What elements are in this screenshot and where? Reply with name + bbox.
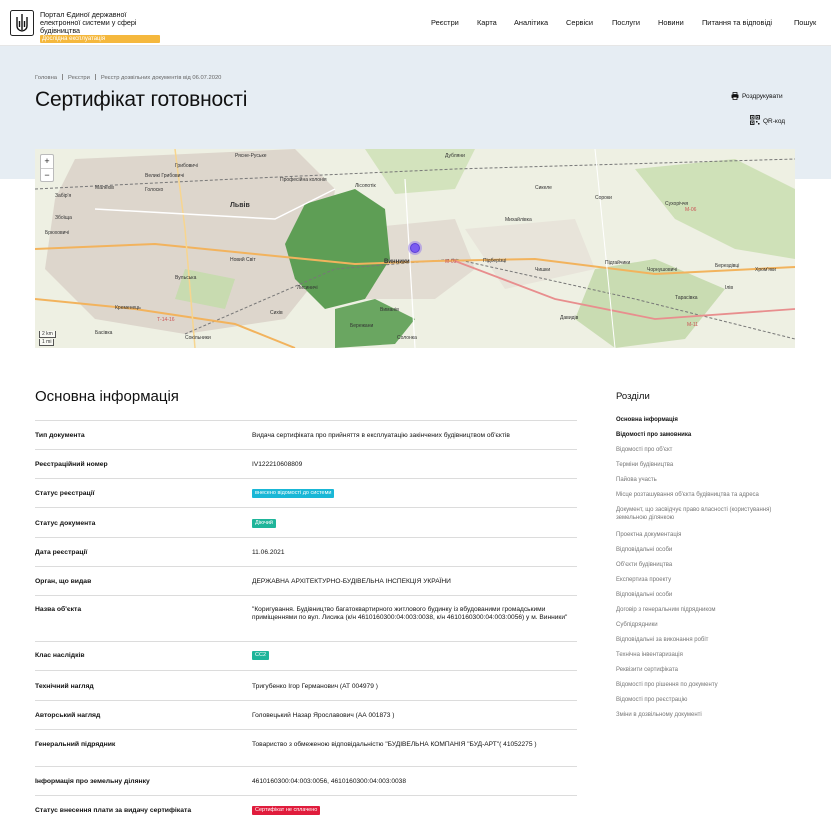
map-label: Лісопотік [355,183,376,189]
row-label: Статус реєстрації [35,490,95,497]
map-label: Голоско [145,187,164,193]
divider [35,670,577,671]
row-value: "Коригування. Будівництво багатоквартирного житлового будинку із вбудованими громадськими приміщеннями по вул. Лисика (к/н 4610160300:04:003:0038, к/н 4610160300:04:003:0056) у м. Винники" [252,606,568,621]
sidebar-item[interactable]: Субпідрядники [616,622,658,628]
map-label: Ілів [725,285,734,291]
map-label: Професійна колонія [280,177,327,183]
map-label: Берездівці [715,263,740,269]
row-value: IV122210608809 [252,461,303,468]
payment-status-badge: Сертифікат не сплачено [252,806,320,815]
qr-label: QR-код [763,118,786,125]
sidebar-item[interactable]: Пайова участь [616,477,657,483]
location-map[interactable] [35,149,795,348]
sidebar-item[interactable]: Відповідальні за виконання робіт [616,637,709,643]
site-header [0,0,831,46]
map-label: Кременець [115,305,141,311]
map-label: Чишки [535,267,551,273]
sidebar-item[interactable]: Відомості про реєстрацію [616,697,688,703]
map-label: Вульська [175,275,197,281]
row-value: 11.06.2021 [252,549,285,556]
map-label: Сихів [270,310,283,316]
map-label: Басівка [95,330,113,336]
beta-badge: Дослідна експлуатація [40,35,160,43]
sidebar-item[interactable]: Відповідальні особи [616,592,673,598]
registration-status-badge: внесено відомості до системи [252,489,334,498]
print-button[interactable] [731,92,783,100]
divider [35,566,577,567]
sidebar-item[interactable]: Документ, що засвідчує право власності (користування) земельною ділянкою [616,507,772,521]
row-label: Інформація про земельну ділянку [35,778,150,785]
breadcrumb-separator [62,74,63,80]
sidebar-item[interactable]: Об'єкти будівництва [616,562,673,568]
map-label: Підгайчики [605,260,631,266]
map-zoom-control [40,154,54,182]
map-label: Підберізці [483,258,507,264]
row-label: Генеральний підрядник [35,741,116,748]
sidebar-item[interactable]: Відомості про замовника [616,432,692,438]
map-label: Сухоріччя [665,201,689,207]
map-label: Сикеле [535,185,552,191]
map-label: Малехів [95,185,114,191]
map-label: Брюховичі [45,230,70,236]
sidebar-item[interactable]: Основна інформація [616,417,678,423]
nav-item-search[interactable]: Пошук [794,18,817,27]
map-label: Дубляни [445,153,465,159]
nav-item-e-services[interactable]: Послуги [612,18,640,27]
forest-area [635,159,795,259]
row-value: Видача сертифіката про прийняття в експлуатацію закінчених будівництвом об'єктів [252,432,510,439]
row-value [252,489,572,498]
sidebar-item[interactable]: Договір з генеральним підрядником [616,607,716,613]
printer-icon [731,92,739,100]
divider [35,766,577,767]
breadcrumb-home[interactable]: Головна [35,75,58,81]
map-label: Чорнушовичі [647,267,678,273]
sidebar-item[interactable]: Відомості про рішення по документу [616,682,718,688]
row-label: Реєстраційний номер [35,461,108,468]
row-value: Товариство з обмеженою відповідальністю "БУДІВЕЛЬНА КОМПАНІЯ "БУД-АРТ"( 41052275 ) [252,741,537,748]
nav-item-analytics[interactable]: Аналітика [514,18,549,27]
row-value [252,806,572,815]
row-label: Клас наслідків [35,652,85,659]
sidebar-item[interactable]: Зміни в дозвільному документі [616,712,702,718]
divider [35,449,577,450]
road-shield: М-06 [685,207,697,213]
row-label: Тип документа [35,432,85,439]
row-label: Статус внесення плати за видачу сертифіката [35,807,192,814]
map-label: Сороки [595,195,612,201]
map-label: Давидів [560,315,579,321]
row-value: ДЕРЖАВНА АРХІТЕКТУРНО-БУДІВЕЛЬНА ІНСПЕКЦІЯ УКРАЇНИ [252,578,451,585]
sidebar-item[interactable]: Реквізити сертифіката [616,667,678,673]
document-status-badge: Діючий [252,519,276,528]
row-label: Назва об'єкта [35,606,82,613]
road-shield: Т-14-16 [157,317,175,323]
nav-item-registers[interactable]: Реєстри [431,18,459,27]
row-value [252,519,572,528]
map-scale-mi: 1 mi [39,339,54,346]
page-title: Сертифікат готовності [35,88,248,111]
breadcrumb-current[interactable]: Реєстр дозвільних документів від 06.07.2020 [100,75,222,81]
map-label: Хром'яки [755,267,776,273]
map-scale-km: 2 km [39,331,56,338]
divider [35,478,577,479]
qr-code-icon [750,115,760,125]
map-label: Забір'я [55,193,72,199]
sidebar-title: Розділи [616,391,650,402]
row-label: Статус документа [35,520,96,527]
sidebar-item[interactable]: Відомості про об'єкт [616,447,673,453]
urban-area-east [465,219,595,289]
map-label: Тарасівка [675,295,698,301]
map-label: Солонка [397,335,417,341]
sidebar-item[interactable]: Терміни будівництва [616,462,674,468]
sidebar-item[interactable]: Експертиза проекту [616,577,672,583]
map-label: Великі Грибовичі [145,173,185,179]
row-value: Головецький Назар Ярославович (АА 001873 ) [252,712,395,719]
map-label: Михайлівка [505,217,532,223]
map-label: Грибовичі [175,163,198,169]
divider [35,641,577,642]
row-label: Орган, що видав [35,578,92,585]
main-nav [0,18,831,28]
breadcrumb-registers[interactable]: Реєстри [68,75,90,81]
consequence-class-badge: СС2 [252,651,269,660]
map-label: Збоїща [55,215,72,221]
print-label: Роздрукувати [742,93,783,100]
road-shield: М-11 [687,322,699,328]
divider [35,795,577,796]
row-label: Дата реєстрації [35,549,88,556]
sidebar-item[interactable]: Відповідальні особи [616,547,673,553]
nav-item-news[interactable]: Новини [658,18,684,27]
map-label: Лисиничі [297,285,318,291]
section-title-main-info: Основна інформація [35,388,179,405]
zoom-out-button[interactable]: − [41,168,53,181]
breadcrumb [35,74,221,81]
qr-code-button[interactable] [750,115,785,125]
map-label: Новий Світ [230,257,256,263]
zoom-in-button[interactable]: + [44,156,50,166]
portal-title-line: Портал Єдиної державної [40,10,127,19]
map-label: Сокільники [185,335,211,341]
portal-title-line: електронної системи у сфері [40,18,137,27]
sidebar-item[interactable]: Технічна інвентаризація [616,652,683,658]
row-label: Технічний нагляд [35,683,94,690]
portal-title-line: будівництва [40,26,81,35]
map-canvas[interactable] [35,149,795,348]
row-value: 4610160300:04:003:0056, 4610160300:04:003:0038 [252,778,407,785]
map-label: Бережани [350,323,374,329]
sidebar-item[interactable]: Проектна документація [616,532,682,538]
road-shield: М-09 [445,259,457,265]
divider [35,700,577,701]
divider [35,537,577,538]
divider [35,595,577,596]
breadcrumb-separator [95,74,96,80]
map-label: Виманів [380,307,399,313]
map-label: Рясне-Руське [235,153,267,159]
divider [35,507,577,508]
map-label-city: Львів [230,202,250,209]
divider [35,729,577,730]
row-value: Тригубенко Ігор Германович (АТ 004979 ) [252,683,378,690]
map-label-vynnyky: Винники [384,259,410,265]
sidebar-item[interactable]: Місце розташування об'єкта будівництва та адреса [616,492,759,498]
location-marker[interactable] [411,244,420,253]
nav-item-faq[interactable]: Питання та відповіді [702,18,773,27]
nav-item-map[interactable]: Карта [477,18,497,27]
row-value [252,651,572,660]
row-label: Авторський нагляд [35,712,101,719]
nav-item-services[interactable]: Сервіси [566,18,593,27]
portal-title-line [40,27,160,43]
divider [35,420,577,421]
